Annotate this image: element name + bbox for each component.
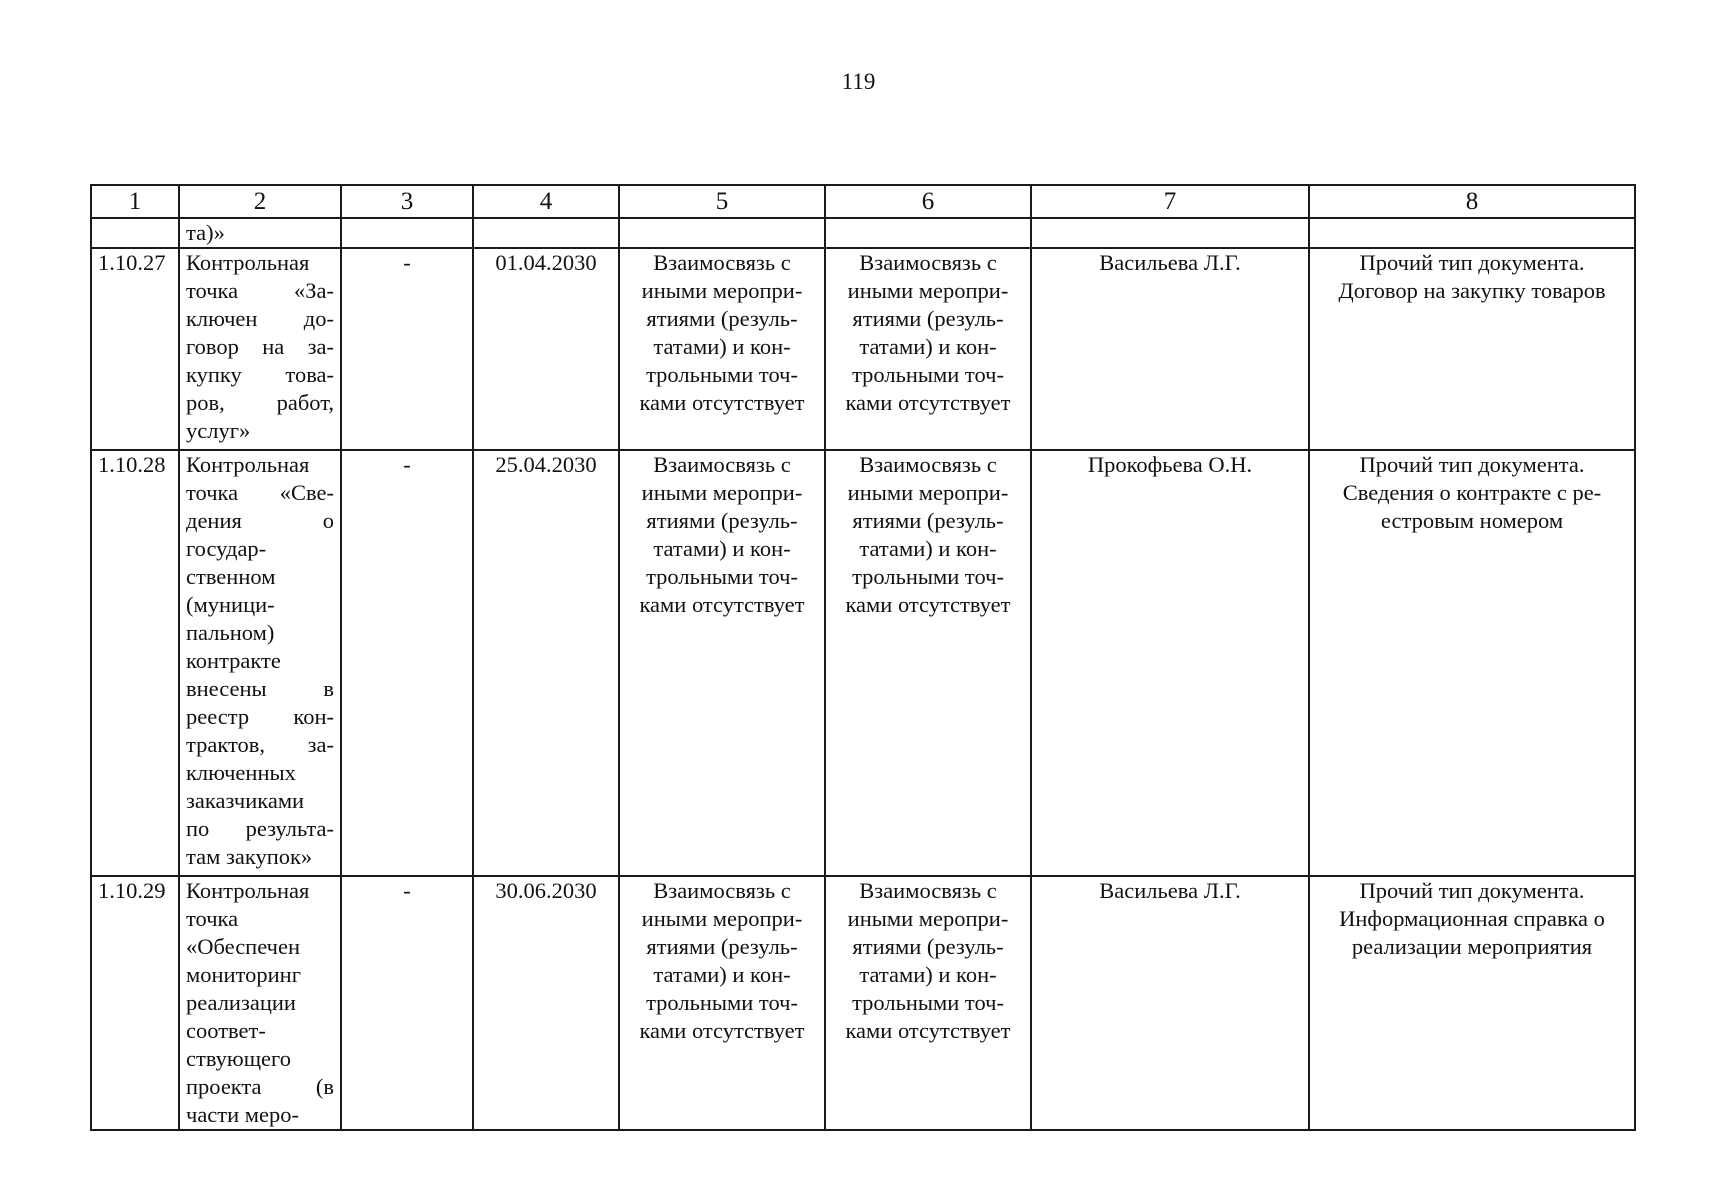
continuation-cell-7 bbox=[1031, 218, 1309, 248]
cell-line: Контрольная bbox=[186, 250, 310, 275]
cell-line: дения о bbox=[186, 508, 334, 533]
cell-line: Взаимосвязь с bbox=[653, 452, 791, 477]
cell-line: Взаимосвязь с bbox=[859, 250, 997, 275]
cell-line: трольными точ- bbox=[852, 990, 1004, 1015]
row-document-cell bbox=[1309, 876, 1635, 1130]
cell-line: пальном) bbox=[186, 620, 275, 645]
cell-line: Контрольная bbox=[186, 452, 310, 477]
cell-line: Прочий тип документа. bbox=[1359, 878, 1585, 903]
cell-line: Прочий тип документа. bbox=[1359, 250, 1585, 275]
plan-table bbox=[90, 184, 1636, 1131]
row-number-cell: 1.10.27 bbox=[91, 248, 179, 450]
continuation-cell-3 bbox=[341, 218, 473, 248]
row-relation-cell bbox=[619, 248, 825, 450]
row-title-cell bbox=[179, 248, 341, 450]
header-cell-8: 8 bbox=[1309, 185, 1635, 218]
cell-line: ятиями (резуль- bbox=[646, 934, 798, 959]
cell-line: иными меропри- bbox=[847, 906, 1009, 931]
cell-line: иными меропри- bbox=[641, 480, 803, 505]
cell-line: мониторинг bbox=[186, 962, 301, 987]
cell-line: точка «Све- bbox=[186, 480, 334, 505]
cell-line: (муници- bbox=[186, 592, 275, 617]
cell-line: там закупок» bbox=[186, 844, 313, 869]
cell-line: реализации мероприятия bbox=[1351, 934, 1593, 959]
header-cell-5: 5 bbox=[619, 185, 825, 218]
cell-line: Взаимосвязь с bbox=[859, 452, 997, 477]
row-col3-cell: - bbox=[341, 248, 473, 450]
table-row bbox=[91, 248, 1635, 450]
cell-line: Контрольная bbox=[186, 878, 310, 903]
table-header-row bbox=[91, 185, 1635, 218]
continuation-cell-1 bbox=[91, 218, 179, 248]
cell-line: ками отсутствует bbox=[845, 592, 1011, 617]
cell-line: трактов, за- bbox=[186, 732, 334, 757]
header-cell-3: 3 bbox=[341, 185, 473, 218]
row-relation-cell-2 bbox=[825, 248, 1031, 450]
row-responsible-cell: Васильева Л.Г. bbox=[1031, 248, 1309, 450]
page-number: 119 bbox=[841, 69, 876, 94]
cell-line: татами) и кон- bbox=[859, 536, 997, 561]
table-row bbox=[91, 876, 1635, 1130]
continuation-cell-6 bbox=[825, 218, 1031, 248]
row-responsible-cell: Прокофьева О.Н. bbox=[1031, 450, 1309, 876]
cell-line: точка «За- bbox=[186, 278, 334, 303]
header-cell-2: 2 bbox=[179, 185, 341, 218]
cell-line: государ- bbox=[186, 536, 267, 561]
cell-line: иными меропри- bbox=[641, 278, 803, 303]
cell-line: трольными точ- bbox=[646, 564, 798, 589]
row-document-cell bbox=[1309, 248, 1635, 450]
row-relation-cell-2 bbox=[825, 876, 1031, 1130]
cell-line: по результа- bbox=[186, 816, 334, 841]
header-cell-1: 1 bbox=[91, 185, 179, 218]
table-row bbox=[91, 450, 1635, 876]
row-relation-cell bbox=[619, 876, 825, 1130]
cell-line: ственном bbox=[186, 564, 276, 589]
cell-line: соответ- bbox=[186, 1018, 266, 1043]
cell-line: Сведения о контракте с ре- bbox=[1342, 480, 1602, 505]
row-number-cell: 1.10.29 bbox=[91, 876, 179, 1130]
header-cell-7: 7 bbox=[1031, 185, 1309, 218]
cell-line: Договор на закупку товаров bbox=[1338, 278, 1606, 303]
cell-line: татами) и кон- bbox=[859, 334, 997, 359]
row-col3-cell: - bbox=[341, 450, 473, 876]
header-cell-6: 6 bbox=[825, 185, 1031, 218]
cell-line: ключен до- bbox=[186, 306, 334, 331]
row-relation-cell bbox=[619, 450, 825, 876]
cell-line: ятиями (резуль- bbox=[852, 508, 1004, 533]
row-date-cell: 01.04.2030 bbox=[473, 248, 619, 450]
cell-line: трольными точ- bbox=[852, 564, 1004, 589]
cell-line: ками отсутствует bbox=[639, 1018, 805, 1043]
continuation-title-cell: та)» bbox=[179, 218, 341, 248]
cell-line: иными меропри- bbox=[641, 906, 803, 931]
cell-line: трольными точ- bbox=[852, 362, 1004, 387]
cell-line: реестр кон- bbox=[186, 704, 334, 729]
cell-line: контракте bbox=[186, 648, 281, 673]
row-title-cell bbox=[179, 450, 341, 876]
cell-line: иными меропри- bbox=[847, 278, 1009, 303]
cell-line: заказчиками bbox=[186, 788, 305, 813]
row-col3-cell: - bbox=[341, 876, 473, 1130]
cell-line: внесены в bbox=[186, 676, 334, 701]
cell-line: ками отсутствует bbox=[845, 1018, 1011, 1043]
cell-line: части меро- bbox=[186, 1102, 300, 1127]
cell-line: «Обеспечен bbox=[186, 934, 300, 959]
cell-line: татами) и кон- bbox=[859, 962, 997, 987]
cell-line: иными меропри- bbox=[847, 480, 1009, 505]
row-number-cell: 1.10.28 bbox=[91, 450, 179, 876]
header-cell-4: 4 bbox=[473, 185, 619, 218]
row-responsible-cell: Васильева Л.Г. bbox=[1031, 876, 1309, 1130]
cell-line: трольными точ- bbox=[646, 362, 798, 387]
cell-line: Взаимосвязь с bbox=[653, 250, 791, 275]
cell-line: говор на за- bbox=[186, 334, 334, 359]
cell-line: ками отсутствует bbox=[639, 592, 805, 617]
cell-line: Взаимосвязь с bbox=[653, 878, 791, 903]
cell-line: ствующего bbox=[186, 1046, 291, 1071]
continuation-cell-8 bbox=[1309, 218, 1635, 248]
cell-line: татами) и кон- bbox=[653, 962, 791, 987]
cell-line: трольными точ- bbox=[646, 990, 798, 1015]
cell-line: услуг» bbox=[186, 418, 251, 443]
cell-line: ятиями (резуль- bbox=[852, 934, 1004, 959]
cell-line: реализации bbox=[186, 990, 296, 1015]
cell-line: Информационная справка о bbox=[1339, 906, 1605, 931]
row-title-cell bbox=[179, 876, 341, 1130]
cell-line: Прочий тип документа. bbox=[1359, 452, 1585, 477]
row-date-cell: 25.04.2030 bbox=[473, 450, 619, 876]
cell-line: ключенных bbox=[186, 760, 296, 785]
cell-line: ятиями (резуль- bbox=[646, 508, 798, 533]
cell-line: ками отсутствует bbox=[639, 390, 805, 415]
cell-line: татами) и кон- bbox=[653, 334, 791, 359]
cell-line: ров, работ, bbox=[186, 390, 334, 415]
row-date-cell: 30.06.2030 bbox=[473, 876, 619, 1130]
cell-line: ятиями (резуль- bbox=[646, 306, 798, 331]
cell-line: Взаимосвязь с bbox=[859, 878, 997, 903]
cell-line: проекта (в bbox=[186, 1074, 334, 1099]
cell-line: ками отсутствует bbox=[845, 390, 1011, 415]
continuation-cell-5 bbox=[619, 218, 825, 248]
continuation-row bbox=[91, 218, 1635, 248]
cell-line: естровым номером bbox=[1380, 508, 1564, 533]
continuation-cell-4 bbox=[473, 218, 619, 248]
row-document-cell bbox=[1309, 450, 1635, 876]
cell-line: ятиями (резуль- bbox=[852, 306, 1004, 331]
row-relation-cell-2 bbox=[825, 450, 1031, 876]
cell-line: татами) и кон- bbox=[653, 536, 791, 561]
cell-line: точка bbox=[186, 906, 239, 931]
cell-line: купку това- bbox=[186, 362, 334, 387]
